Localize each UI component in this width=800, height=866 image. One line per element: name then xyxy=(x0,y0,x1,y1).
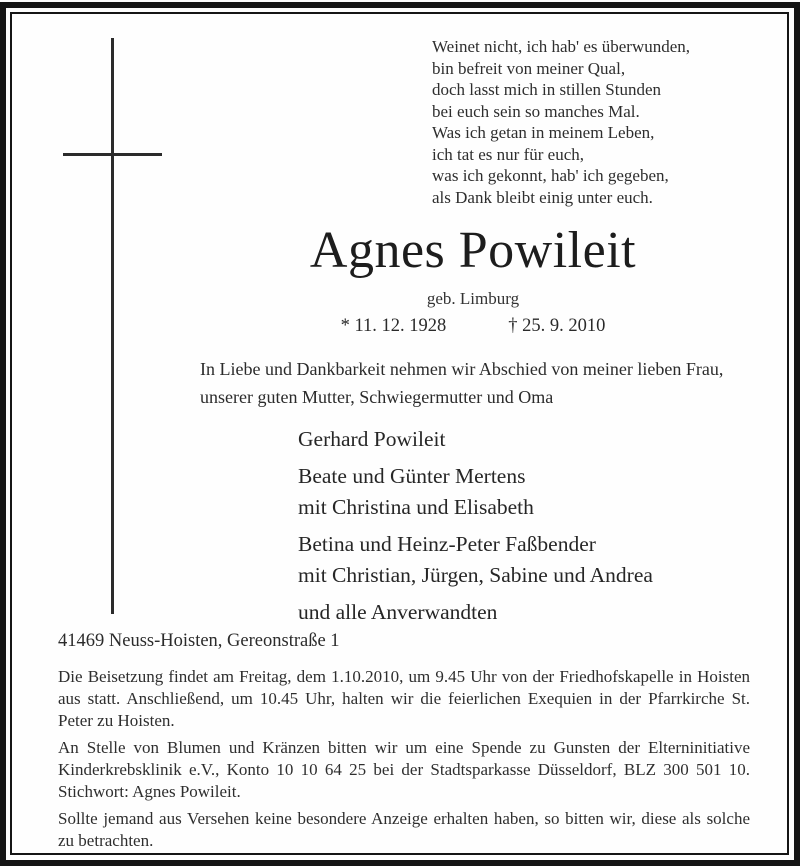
deceased-header xyxy=(200,222,746,337)
deceased-name: Agnes Powileit xyxy=(309,222,637,279)
notice-remark-paragraph: Sollte jemand aus Versehen keine besondere Anzeige erhalten haben, so bitten wir, diese als solche zu betrachten. xyxy=(58,809,750,850)
poem-line: ich tat es nur für euch, xyxy=(432,144,584,164)
address-line: 41469 Neuss-Hoisten, Gereonstraße 1 xyxy=(58,631,340,651)
mourner-line: und alle Anverwandten xyxy=(298,600,498,624)
mourner-group xyxy=(298,597,653,628)
maiden-name: geb. Limburg xyxy=(426,289,520,308)
poem-line: bin befreit von meiner Qual, xyxy=(432,58,626,78)
life-dates xyxy=(200,316,746,337)
farewell-text: In Liebe und Dankbarkeit nehmen wir Abschied von meiner lieben Frau, unserer guten Mutter, Schwiegermutter und Oma xyxy=(200,359,724,407)
mourners-list xyxy=(298,424,653,634)
mourner-group xyxy=(298,529,653,591)
poem-line: doch lasst mich in stillen Stunden xyxy=(432,80,662,99)
cross-vertical-bar xyxy=(111,38,114,614)
birth-date: * 11. 12. 1928 xyxy=(340,316,447,336)
poem-line: Was ich getan in meinem Leben, xyxy=(432,123,655,142)
mourner-line: mit Christina und Elisabeth xyxy=(298,495,534,519)
poem-line: bei euch sein so manches Mal. xyxy=(432,101,640,121)
mourner-group xyxy=(298,424,653,455)
poem-line: Weinet nicht, ich hab' es überwunden, xyxy=(432,37,691,56)
mourner-line: mit Christian, Jürgen, Sabine und Andrea xyxy=(298,563,653,587)
funeral-details xyxy=(58,666,750,857)
mourner-line: Gerhard Powileit xyxy=(298,427,446,451)
poem-line: als Dank bleibt einig unter euch. xyxy=(432,187,653,207)
memorial-poem xyxy=(432,36,690,208)
mourner-group xyxy=(298,461,653,523)
burial-info-paragraph: Die Beisetzung findet am Freitag, dem 1.10.2010, um 9.45 Uhr von der Friedhofskapelle in Hoisten aus statt. Anschließend, um 10.45 Uhr, halten wir die feierlichen Exequien in der Pfarrkirche St. Peter zu Hoisten. xyxy=(58,667,750,730)
cross-horizontal-bar xyxy=(63,153,162,156)
donation-info-paragraph: An Stelle von Blumen und Kränzen bitten wir um eine Spende zu Gunsten der Elterninitiative Kinderkrebsklinik e.V., Konto 10 10 64 25 bei der Stadtsparkasse Düsseldorf, BLZ 300 501 10. Stichwort: Agnes Powileit. xyxy=(58,738,750,801)
poem-line: was ich gekonnt, hab' ich gegeben, xyxy=(432,166,669,185)
mourner-line: Beate und Günter Mertens xyxy=(298,464,526,488)
mourner-line: Betina und Heinz-Peter Faßbender xyxy=(298,532,596,556)
death-date: † 25. 9. 2010 xyxy=(508,316,606,336)
